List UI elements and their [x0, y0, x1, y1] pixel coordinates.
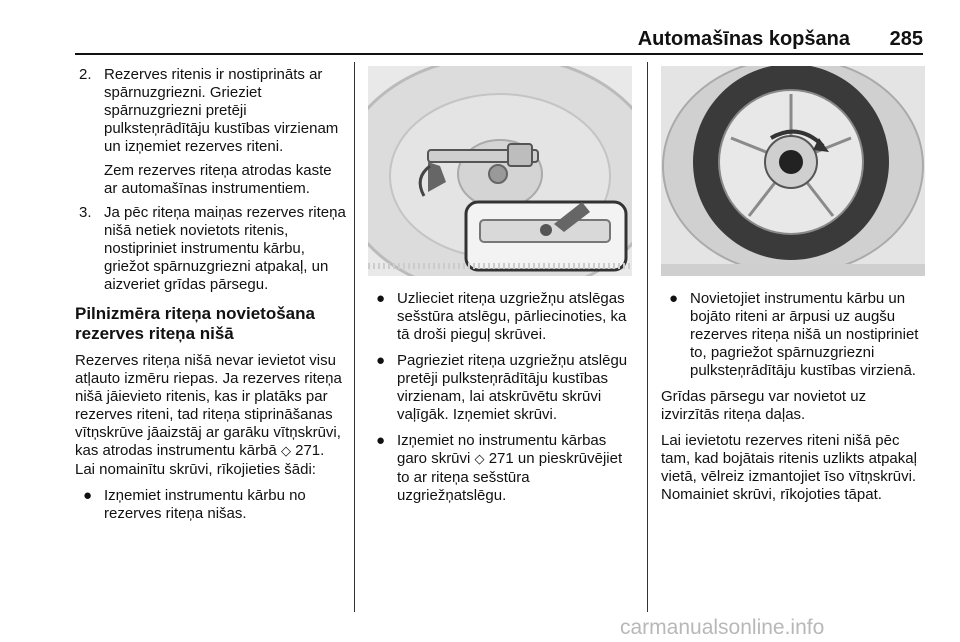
- bullet-list: [75, 487, 347, 523]
- illustration-spare-wheel: [661, 66, 925, 276]
- section-heading: Pilnizmēra riteņa novietošana rezerves riteņa nišā: [75, 304, 315, 343]
- body-paragraph: [75, 352, 347, 479]
- column-3: [661, 66, 926, 512]
- column-2: [368, 66, 633, 513]
- step-3: [75, 204, 347, 294]
- step-paragraph: Ja pēc riteņa maiņas rezerves riteņa nišā netiek novietots ritenis, nostipriniet instrumentu kārbu, griežot spārnuzgriezni atpakaļ, un aizveriet grīdas pārsegu.: [104, 204, 346, 293]
- list-item-text-part: Izņemiet no instrumentu kārbas garo skrūvi: [397, 432, 607, 467]
- list-item-text: Pagrieziet riteņa uzgriežņu atslēgu pretēji pulksteņrādītāju kustības virzienam, lai atskrūvētu skrūvi vaļīgāk. Izņemiet skrūvi.: [397, 352, 628, 423]
- page-ref-icon: ◇: [474, 452, 485, 467]
- bullet-icon: ●: [669, 290, 679, 307]
- body-paragraph: Grīdas pārsegu var novietot uz izvirzītās riteņa daļas.: [661, 388, 867, 423]
- page-number: 285: [889, 28, 923, 50]
- watermark: carmanualsonline.info: [620, 616, 825, 639]
- list-item-text-part: un pieskrūvējiet to ar riteņa sešstūra uzgriežņatslēgu.: [397, 450, 623, 504]
- list-item-text: Uzlieciet riteņa uzgriežņu atslēgas sešstūra atslēgu, pārliecinoties, ka tā droši pieguļ skrūvei.: [397, 290, 627, 343]
- numbered-steps: [75, 66, 347, 294]
- bullet-list: [661, 290, 926, 380]
- header-rule: [75, 53, 923, 55]
- step-paragraph: Zem rezerves riteņa atrodas kaste ar automašīnas instrumentiem.: [104, 162, 332, 197]
- list-item-text: [397, 432, 622, 504]
- page-header: [0, 0, 960, 54]
- paragraph-text: Rezerves riteņa nišā nevar ievietot visu atļauto izmēru riepas. Ja rezerves riteņa nišā jāievieto ritenis, kas ir platāks par rezerves riteni, tad riteņa stiprināšanas vītņskrūve jāaizstāj ar garāku vītņskrūvi, kas atrodas instrumentu kārbā: [75, 352, 342, 459]
- step-2: [75, 66, 347, 198]
- figure-wheel-well-tools: [368, 66, 632, 276]
- list-item-text: Novietojiet instrumentu kārbu un bojāto riteni ar ārpusi uz augšu rezerves riteņa nišā un nostipriniet to, pagriežot spārnuzgriezni pulksteņrādītāju kustības virzienā.: [690, 290, 919, 379]
- body-paragraph: Lai ievietotu rezerves riteni nišā pēc tam, kad bojātais ritenis uzlikts atpakaļ vietā, vēlreiz izmantojiet īso vītņskrūvi. Nomainiet skrūvi, rīkojoties tāpat.: [661, 432, 917, 503]
- figure-spare-wheel: [661, 66, 925, 276]
- list-item: [368, 432, 633, 505]
- column-divider-1: [354, 62, 355, 612]
- paragraph-text: . Lai nomainītu skrūvi, rīkojieties šādi:: [75, 442, 325, 478]
- bullet-list: [368, 290, 633, 505]
- list-item: [368, 290, 633, 344]
- column-divider-2: [647, 62, 648, 612]
- bullet-icon: ●: [376, 352, 386, 369]
- column-1: [75, 66, 347, 531]
- step-paragraph: Rezerves ritenis ir nostiprināts ar spārnuzgriezni. Grieziet spārnuzgriezni pretēji pulksteņrādītāju kustības virzienam un izņemiet rezerves riteni.: [104, 66, 339, 155]
- header-title: Automašīnas kopšana: [637, 28, 850, 50]
- page-ref-icon: ◇: [280, 444, 291, 459]
- bullet-icon: ●: [376, 432, 386, 449]
- list-item-text: Izņemiet instrumentu kārbu no rezerves riteņa nišas.: [104, 487, 306, 522]
- list-item: [368, 352, 633, 424]
- bullet-icon: ●: [83, 487, 93, 504]
- step-number: 2.: [79, 66, 92, 83]
- page-ref-link[interactable]: 271: [488, 450, 514, 467]
- page-ref-link[interactable]: 271: [295, 442, 321, 459]
- bullet-icon: ●: [376, 290, 386, 307]
- list-item: [75, 487, 347, 523]
- illustration-wrench-in-well: [368, 66, 632, 276]
- step-number: 3.: [79, 204, 92, 221]
- list-item: [661, 290, 926, 380]
